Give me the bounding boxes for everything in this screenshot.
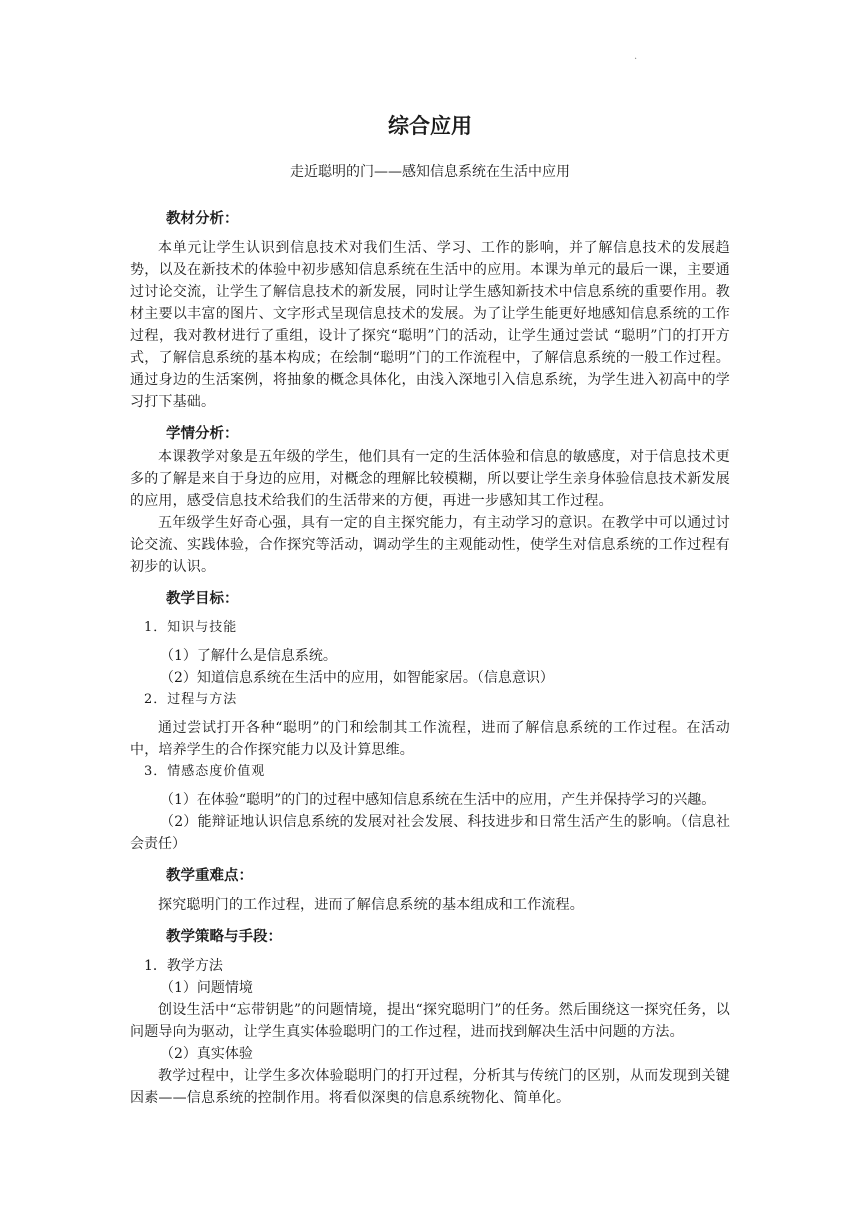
section-heading-students: 学情分析： [166, 426, 239, 442]
strategy-item-2: （2）真实体验 [160, 1046, 253, 1062]
section-heading-goals: 教学目标： [166, 591, 239, 607]
strategy-subheading-method: 1．教学方法 [144, 958, 223, 974]
strategy-item-1: （1）问题情境 [160, 980, 253, 996]
section-heading-material: 教材分析： [166, 211, 239, 227]
section-heading-strategy: 教学策略与手段： [166, 929, 282, 945]
document-title: 综合应用 [388, 114, 472, 138]
goals-subheading-process: 2．过程与方法 [144, 692, 238, 707]
strategy-paragraph-1: 创设生活中“忘带钥匙”的问题情境，提出“探究聪明门”的任务。然后围绕这一探究任务，以问题导向为驱动，让学生真实体验聪明门的工作过程，进而找到解决生活中问题的方法。 [130, 1002, 730, 1040]
section-heading-key-points: 教学重难点： [166, 868, 253, 884]
goals-subheading-knowledge: 1．知识与技能 [144, 620, 238, 635]
page-mark: . [634, 51, 638, 62]
document-flow [130, 207, 730, 1109]
goals-item-3-2: （2）能辩证地认识信息系统的发展对社会发展、科技进步和日常生活产生的影响。（信息社会责任） [130, 814, 730, 852]
material-paragraph: 本单元让学生认识到信息技术对我们生活、学习、工作的影响，并了解信息技术的发展趋势，以及在新技术的体验中初步感知信息系统在生活中的应用。本课为单元的最后一课，主要通过讨论交流，让学生了解信息技术的新发展，同时让学生感知新技术中信息系统的重要作用。教材主要以丰富的图片、文字形式呈现信息技术的发展。为了让学生能更好地感知信息系统的工作过程，我对教材进行了重组，设计了探究“聪明”门的活动，让学生通过尝试 “聪明”门的打开方式，了解信息系统的基本构成；在绘制“聪明”门的工作流程中，了解信息系统的一般工作过程。通过身边的生活案例，将抽象的概念具体化，由浅入深地引入信息系统，为学生进入初高中的学习打下基础。 [130, 240, 730, 410]
goals-process-paragraph: 通过尝试打开各种“聪明”的门和绘制其工作流程，进而了解信息系统的工作过程。在活动中，培养学生的合作探究能力以及计算思维。 [130, 720, 730, 758]
document-subtitle: 走近聪明的门——感知信息系统在生活中应用 [290, 164, 570, 180]
key-points-paragraph: 探究聪明门的工作过程，进而了解信息系统的基本组成和工作流程。 [158, 897, 584, 913]
goals-item-1-2: （2）知道信息系统在生活中的应用，如智能家居。（信息意识） [160, 670, 554, 686]
goals-item-1-1: （1）了解什么是信息系统。 [160, 648, 337, 664]
students-paragraph-2: 五年级学生好奇心强，具有一定的自主探究能力，有主动学习的意识。在教学中可以通过讨论交流、实践体验，合作探究等活动，调动学生的主观能动性，使学生对信息系统的工作过程有初步的认识。 [130, 515, 730, 575]
goals-subheading-attitude: 3．情感态度价值观 [144, 764, 266, 779]
students-paragraph-1: 本课教学对象是五年级的学生，他们具有一定的生活体验和信息的敏感度，对于信息技术更多的了解是来自于身边的应用，对概念的理解比较模糊，所以要让学生亲身体验信息技术新发展的应用，感受信息技术给我们的生活带来的方便，再进一步感知其工作过程。 [130, 449, 730, 509]
strategy-paragraph-2: 教学过程中，让学生多次体验聪明门的打开过程，分析其与传统门的区别，从而发现到关键因素——信息系统的控制作用。将看似深奥的信息系统物化、简单化。 [130, 1068, 730, 1106]
goals-item-3-1: （1）在体验“聪明”的门的过程中感知信息系统在生活中的应用，产生并保持学习的兴趣。 [160, 792, 716, 808]
